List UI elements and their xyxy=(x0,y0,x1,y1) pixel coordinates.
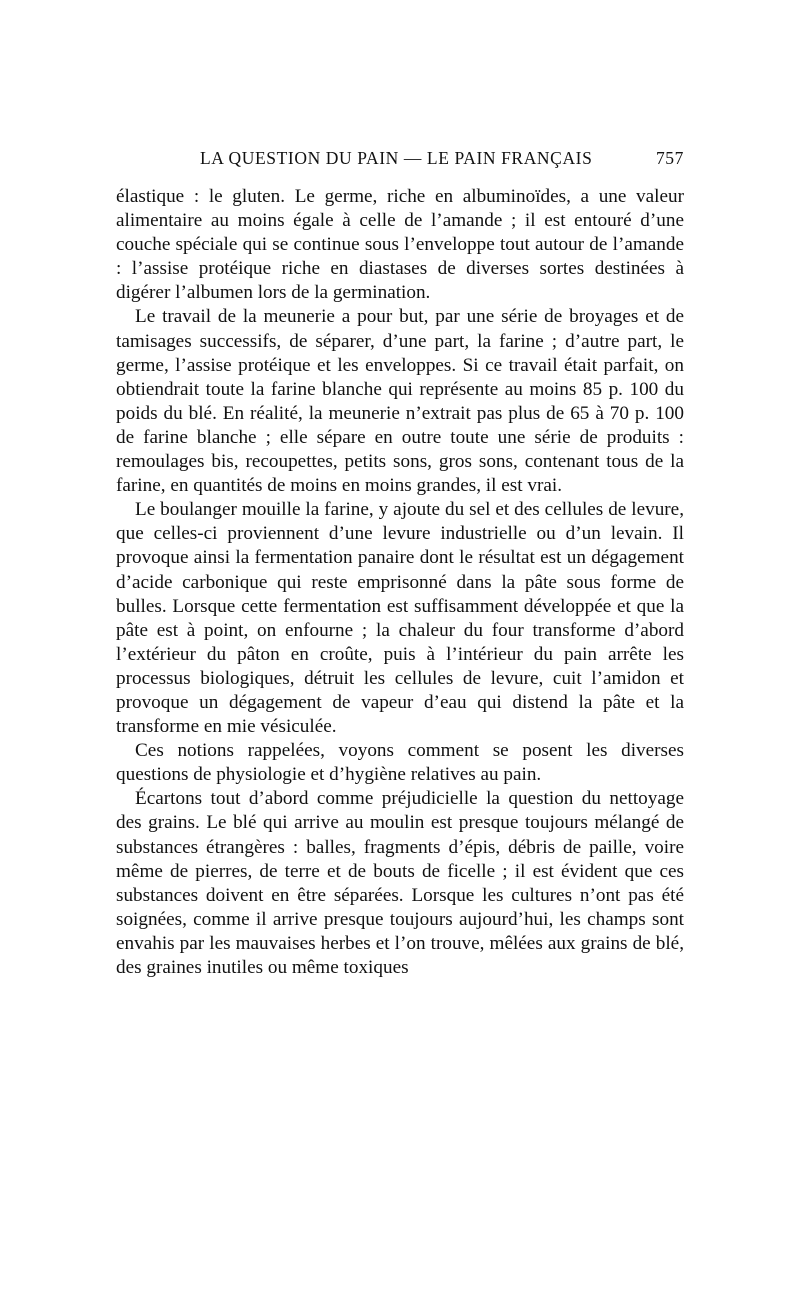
body-text xyxy=(116,185,684,980)
page-number: 757 xyxy=(655,148,684,168)
paragraph-4: Ces notions rappelées, voyons comment se posent les diverses questions de physiologie et d’hygiène relatives au pain. xyxy=(116,740,684,786)
paragraph-5: Écartons tout d’abord comme préjudicielle la question du nettoyage des grains. Le blé qui arrive au moulin est presque toujours mélangé de substances étrangères : balles, fragments d’épis, débris de paille, voire même de pierres, de terre et de bouts de ficelle ; il est évident que ces substances doivent en être séparées. Lorsque les cultures n’ont pas été soignées, comme il arrive presque toujours aujourd’hui, les champs sont envahis par les mauvaises herbes et l’on trouve, mêlées aux grains de blé, des graines inutiles ou même toxiques xyxy=(116,788,684,978)
paragraph-1: élastique : le gluten. Le germe, riche en albuminoïdes, a une valeur alimentaire au moins égale à celle de l’amande ; il est entouré d’une couche spéciale qui se continue sous l’enveloppe tout autour de l’amande : l’assise protéique riche en diastases de diverses sortes destinées à digérer l’albumen lors de la germination. xyxy=(116,186,684,304)
running-title: LA QUESTION DU PAIN — LE PAIN FRANÇAIS xyxy=(200,148,593,168)
paragraph-2: Le travail de la meunerie a pour but, par une série de broyages et de tamisages successifs, de séparer, d’une part, la farine ; d’autre part, le germe, l’assise protéique et les enveloppes. Si ce travail était parfait, on obtiendrait toute la farine blanche qui représente au moins 85 p. 100 du poids du blé. En réalité, la meunerie n’extrait pas plus de 65 à 70 p. 100 de farine blanche ; elle sépare en outre toute une série de produits : remoulages bis, recoupettes, petits sons, gros sons, contenant tous de la farine, en quantités de moins en moins grandes, il est vrai. xyxy=(116,306,684,497)
paragraph-3: Le boulanger mouille la farine, y ajoute du sel et des cellules de levure, que celles-ci proviennent d’une levure industrielle ou d’un levain. Il provoque ainsi la fermentation panaire dont le résultat est un dégagement d’acide carbonique qui reste emprisonné dans la pâte sous forme de bulles. Lorsque cette fermentation est suffisamment développée et que la pâte est à point, on enfourne ; la chaleur du four transforme d’abord l’extérieur du pâton en croûte, puis à l’intérieur du pain arrête les processus biologiques, détruit les cellules de levure, cuit l’amidon et provoque un dégagement de vapeur d’eau qui distend la pâte et la transforme en mie vésiculée. xyxy=(116,499,684,738)
